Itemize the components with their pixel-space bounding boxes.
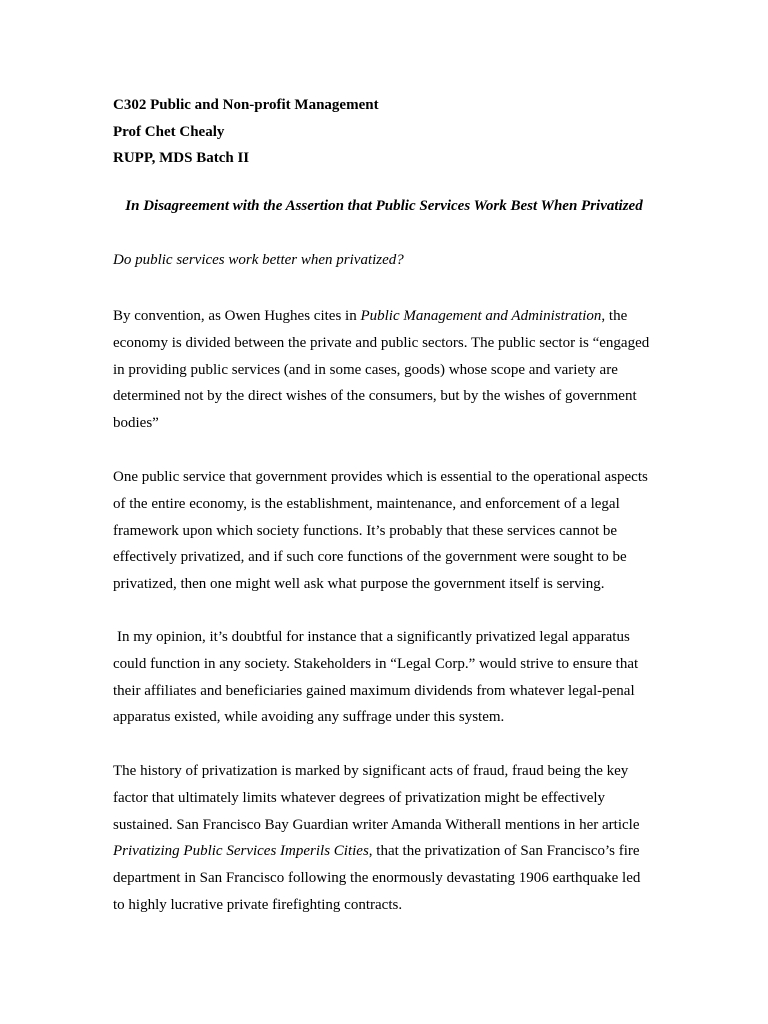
article-title: Privatizing Public Services Imperils Cities: [113, 843, 369, 860]
paragraph-line: effectively privatized, and if such core functions of the government were sought to be: [113, 549, 627, 566]
paragraph-4: [113, 758, 658, 919]
paragraph-line: framework upon which society functions. It’s probably that these services cannot be: [113, 522, 618, 539]
paragraph-line: [113, 838, 658, 865]
essay-question: Do public services work better when privatized?: [113, 252, 404, 268]
course-line: C302 Public and Non-profit Management: [113, 97, 379, 113]
paragraph-line: to highly lucrative private firefighting contracts.: [113, 896, 403, 913]
paragraph-1: [113, 303, 658, 437]
paragraph-line: their affiliates and beneficiaries gained maximum dividends from whatever legal-penal: [113, 682, 635, 699]
text-run: , the: [601, 308, 628, 324]
paragraph-3: [113, 624, 658, 731]
paragraph-line: privatized, then one might well ask what purpose the government itself is serving.: [113, 576, 605, 593]
paragraph-line: factor that ultimately limits whatever degrees of privatization might be effectively: [113, 789, 606, 806]
professor-line: Prof Chet Chealy: [113, 123, 225, 140]
text-run: By convention, as Owen Hughes cites in: [113, 308, 361, 324]
book-title: Public Management and Administration: [360, 308, 602, 324]
paragraph-line: [113, 303, 658, 330]
paragraph-line: could function in any society. Stakeholders in “Legal Corp.” would strive to ensure that: [113, 655, 639, 672]
document-header: [113, 92, 379, 172]
paragraph-line: sustained. San Francisco Bay Guardian writer Amanda Witherall mentions in her article: [113, 816, 640, 833]
paragraph-line: determined not by the direct wishes of the consumers, but by the wishes of government: [113, 388, 637, 405]
institution-line: RUPP, MDS Batch II: [113, 150, 250, 166]
essay-title: In Disagreement with the Assertion that Public Services Work Best When Privatized: [125, 198, 643, 214]
paragraph-line: department in San Francisco following the enormously devastating 1906 earthquake led: [113, 870, 641, 887]
paragraph-line: One public service that government provides which is essential to the operational aspects: [113, 469, 648, 485]
paragraph-line: of the entire economy, is the establishment, maintenance, and enforcement of a legal: [113, 495, 620, 512]
text-run: , that the privatization of San Francisco’s fire: [368, 843, 640, 860]
paragraph-line: The history of privatization is marked by significant acts of fraud, fraud being the key: [113, 763, 629, 779]
paragraph-2: [113, 464, 658, 598]
paragraph-line: in providing public services (and in some cases, goods) whose scope and variety are: [113, 361, 618, 378]
paragraph-line: economy is divided between the private and public sectors. The public sector is “engaged: [113, 334, 650, 351]
paragraph-line: bodies”: [113, 415, 159, 432]
paragraph-line: In my opinion, it’s doubtful for instance that a significantly privatized legal apparatus: [117, 629, 630, 645]
paragraph-line: apparatus existed, while avoiding any suffrage under this system.: [113, 709, 505, 726]
